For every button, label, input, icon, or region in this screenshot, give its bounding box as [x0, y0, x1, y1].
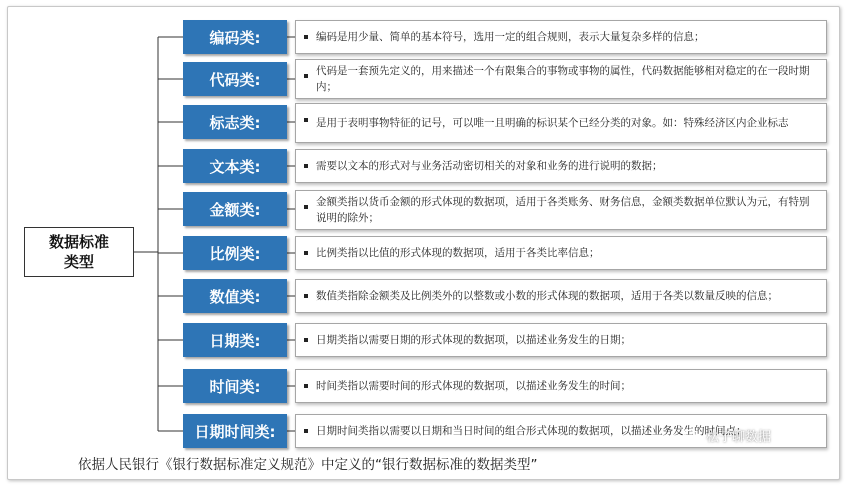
category-box: 日期时间类: [183, 414, 287, 448]
category-box: 编码类: [183, 20, 287, 54]
category-box: 代码类: [183, 62, 287, 96]
category-description: 比例类指以比值的形式体现的数据项，适用于各类比率信息； [295, 236, 827, 270]
category-box: 时间类: [183, 369, 287, 403]
category-description: 是用于表明事物特征的记号，可以唯一且明确的标识某个已经分类的对象。如：特殊经济区内企业标志 [295, 103, 827, 143]
watermark-text: 松子聊数据 [706, 430, 772, 445]
wechat-icon [684, 429, 702, 443]
category-description: 数值类指除金额类及比例类外的以整数或小数的形式体现的数据项，适用于各类以数量反映的信息； [295, 279, 827, 313]
watermark [684, 426, 771, 445]
category-description: 日期类指以需要日期的形式体现的数据项，以描述业务发生的日期； [295, 323, 827, 357]
category-description: 时间类指以需要时间的形式体现的数据项，以描述业务发生的时间； [295, 369, 827, 403]
category-box: 标志类: [183, 105, 287, 139]
root-node [24, 227, 134, 277]
category-box: 数值类: [183, 279, 287, 313]
category-box: 金额类: [183, 192, 287, 226]
category-description: 代码是一套预先定义的，用来描述一个有限集合的事物或事物的属性，代码数据能够相对稳定的在一段时期内； [295, 59, 827, 99]
category-description: 编码是用少量、简单的基本符号，选用一定的组合规则，表示大量复杂多样的信息； [295, 20, 827, 54]
category-box: 比例类: [183, 236, 287, 270]
category-description: 需要以文本的形式对与业务活动密切相关的对象和业务的进行说明的数据； [295, 149, 827, 183]
category-description: 金额类指以货币金额的形式体现的数据项，适用于各类账务、财务信息，金额类数据单位默认为元，有特别说明的除外； [295, 190, 827, 230]
caption: 依据人民银行《银行数据标准定义规范》中定义的“银行数据标准的数据类型” [78, 457, 538, 473]
root-label-line2: 类型 [63, 253, 94, 271]
root-label-line1: 数据标准 [48, 233, 109, 251]
category-box: 文本类: [183, 149, 287, 183]
category-description: 日期时间类指以需要以日期和当日时间的组合形式体现的数据项，以描述业务发生的时间点； [295, 414, 827, 448]
category-box: 日期类: [183, 323, 287, 357]
